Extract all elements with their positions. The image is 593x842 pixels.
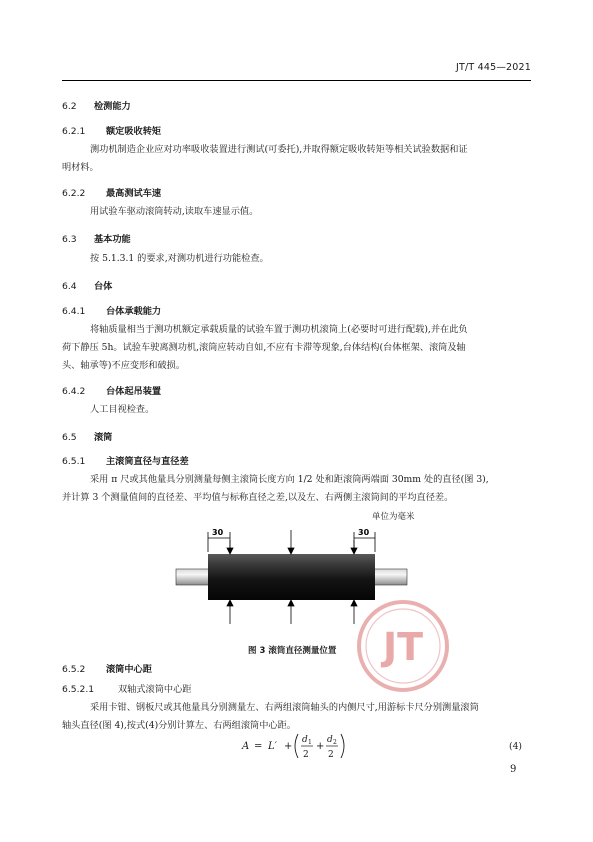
svg-text:A: A	[242, 741, 250, 752]
standard-number: JT/T 445—2021	[455, 62, 531, 73]
dim-left-label: 30	[212, 528, 224, 537]
dim-right-label: 30	[358, 528, 370, 537]
measure-arrows-bottom	[227, 600, 357, 624]
page-number: 9	[510, 764, 517, 775]
paragraph-6-4-2: 人工目视检查。	[90, 404, 155, 415]
paragraph-6-4-1-line1: 将轴质量相当于测功机额定承载质量的试验车置于测功机滚筒上(必要时可进行配载),并在此负	[90, 324, 468, 335]
left-shaft	[176, 569, 210, 585]
paragraph-6-2-2: 用试验车驱动滚筒转动,读取车速显示值。	[90, 206, 259, 217]
svg-text:1: 1	[308, 739, 312, 746]
heading-6-4-1: 6.4.1 台体承载能力	[62, 306, 162, 317]
header-rule	[62, 80, 531, 81]
svg-text:+: +	[284, 741, 293, 752]
heading-6-5-2: 6.5.2 滚筒中心距	[62, 664, 152, 675]
formula-4	[240, 730, 350, 762]
paragraph-6-3: 按 5.1.3.1 的要求,对测功机进行功能检查。	[90, 253, 269, 264]
paragraph-6-4-1-line2: 荷下静压 5h。试验车驶离测功机,滚筒应转动自如,不应有卡滞等现象,台体结构(台体框架、滚筒及轴	[62, 342, 466, 353]
svg-text:+: +	[316, 741, 325, 752]
heading-6-2-1: 6.2.1 额定吸收转矩	[62, 126, 162, 137]
paragraph-6-2-1-line1: 测功机制造企业应对功率吸收装置进行测试(可委托),并取得额定吸收转矩等相关试验数据和证	[90, 144, 468, 155]
svg-text:2: 2	[303, 750, 309, 760]
figure-caption: 图 3 滚筒直径测量位置	[248, 646, 337, 656]
svg-text:2: 2	[333, 739, 337, 746]
heading-6-5: 6.5 滚筒	[62, 432, 113, 443]
paragraph-6-2-1-line2: 明材料。	[62, 162, 99, 173]
heading-6-2-2: 6.2.2 最高测试车速	[62, 188, 162, 199]
heading-6-5-1: 6.5.1 主滚筒直径与直径差	[62, 456, 189, 467]
roller-body	[208, 554, 375, 600]
figure-unit-note: 单位为毫米	[372, 512, 415, 522]
right-shaft	[373, 569, 407, 585]
svg-text:JT: JT	[382, 625, 424, 669]
svg-text:=: =	[254, 741, 263, 752]
paragraph-6-4-1-line3: 头、轴承等)不应变形和破损。	[62, 360, 186, 371]
paragraph-6-5-1-line2: 并计算 3 个测量值间的直径差、平均值与标称直径之差,以及左、右两侧主滚筒间的平均直径差。	[62, 492, 454, 503]
heading-6-5-2-1: 6.5.2.1 双轴式滚筒中心距	[62, 684, 192, 695]
svg-text:d: d	[327, 735, 333, 745]
heading-6-4: 6.4 台体	[62, 281, 113, 292]
heading-6-3: 6.3 基本功能	[62, 234, 131, 245]
svg-text:d: d	[302, 735, 308, 745]
svg-text:L′: L′	[268, 741, 277, 752]
paragraph-6-5-1-line1: 采用 π 尺或其他量具分别测量每侧主滚筒长度方向 1/2 处和距滚筒两端面 30mm 处的直径(图 3),	[90, 474, 489, 485]
formula-number: (4)	[509, 741, 523, 752]
heading-6-4-2: 6.4.2 台体起吊装置	[62, 386, 162, 397]
paragraph-6-5-2-1-line2: 轴头直径(图 4),按式(4)分别计算左、右两组滚筒中心距。	[62, 720, 296, 731]
svg-text:2: 2	[328, 750, 334, 760]
heading-6-2: 6.2 检测能力	[62, 101, 131, 112]
paragraph-6-5-2-1-line1: 采用卡钳、钢板尺或其他量具分别测量左、右两组滚筒轴头的内侧尺寸,用游标卡尺分别测量滚筒	[90, 702, 479, 713]
measure-arrows-top	[227, 530, 357, 554]
jt-watermark-stamp	[355, 598, 451, 694]
